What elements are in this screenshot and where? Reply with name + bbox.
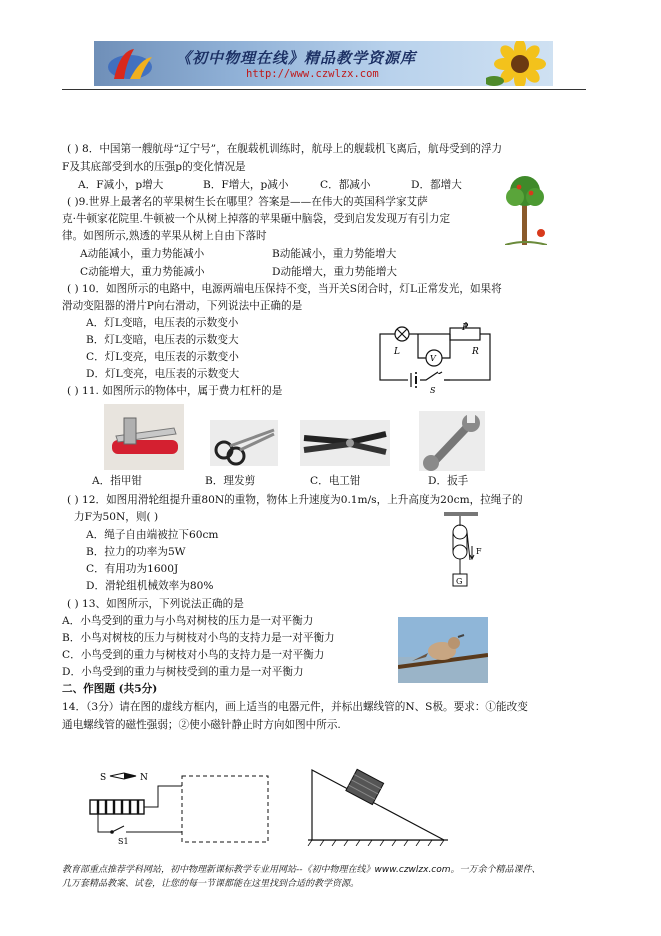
q10-option-d: D．灯L变亮，电压表的示数变大	[86, 368, 240, 380]
pliers-figure	[300, 420, 390, 466]
sunflower-icon	[486, 41, 553, 86]
q10-option-c: C．灯L变亮，电压表的示数变小	[86, 351, 239, 363]
apple-tree-figure	[505, 175, 547, 245]
compass-s-label: S	[100, 773, 107, 783]
q10-stem-line2: 滑动变阻器的滑片P向右滑动，下列说法中正确的是	[62, 300, 303, 312]
solenoid-figure	[84, 768, 276, 846]
q9-option-a: A动能减小，重力势能减小	[80, 248, 205, 260]
q9-stem-line2: 克·牛顿家花院里.牛顿被一个从树上掉落的苹果砸中脑袋，受到启发发现万有引力定	[62, 213, 451, 225]
force-label: F	[476, 547, 482, 556]
q9-option-c: C动能增大，重力势能减小	[80, 266, 205, 278]
q13-option-a: A．小鸟受到的重力与小鸟对树枝的压力是一对平衡力	[62, 615, 314, 627]
compass-n-label: N	[140, 773, 148, 783]
footer-line2: 几万套精品教案、试卷，让您的每一节课都能在这里找到合适的教学资源。	[62, 879, 360, 889]
site-logo	[100, 45, 170, 83]
q12-option-c: C．有用功为1600J	[86, 563, 179, 575]
q8-option-c: C．都减小	[320, 179, 371, 191]
q11-caption-a: A．指甲钳	[92, 475, 143, 487]
q9-stem-line3: 律。如图所示,熟透的苹果从树上自由下落时	[62, 230, 267, 242]
q10-stem-line1: ( ) 10．如图所示的电路中，电源两端电压保持不变，当开关S闭合时，灯L正常发光，如果将	[67, 283, 502, 295]
q12-stem-line2: 力F为50N，则( )	[74, 511, 159, 523]
nail-clipper-figure	[104, 404, 184, 470]
q13-stem: ( ) 13、如图所示，下列说法正确的是	[67, 598, 244, 610]
q12-stem-line1: ( ) 12．如图用滑轮组提升重80N的重物，物体上升速度为0.1m/s，上升高度为20cm，拉绳子的	[67, 494, 523, 506]
q13-option-c: C．小鸟受到的重力与树枝对小鸟的支持力是一对平衡力	[62, 649, 325, 661]
q9-option-d: D动能增大，重力势能增大	[272, 266, 398, 278]
wrench-figure	[419, 411, 485, 471]
slider-label: P	[462, 323, 469, 333]
q8-option-b: B．F增大，p减小	[203, 179, 289, 191]
weight-label: G	[456, 577, 463, 586]
q8-stem-line1: ( ) 8．中国第一艘航母“辽宁号”，在舰载机训练时，航母上的舰载机飞离后，航母受到的浮力	[67, 143, 503, 155]
q8-option-a: A．F减小，p增大	[78, 179, 164, 191]
q11-caption-c: C．电工钳	[310, 475, 361, 487]
incline-block-figure	[302, 760, 452, 846]
q8-option-d: D．都增大	[411, 179, 462, 191]
q11-caption-b: B．理发剪	[205, 475, 256, 487]
circuit-diagram	[368, 322, 498, 394]
q12-option-b: B．拉力的功率为5W	[86, 546, 186, 558]
q12-option-d: D．滑轮组机械效率为80%	[86, 580, 214, 592]
switch-s1-label: S1	[118, 837, 129, 846]
switch-label: S	[430, 386, 436, 394]
voltmeter-label: V	[430, 354, 436, 363]
q8-stem-line2: F及其底部受到水的压强p的变化情况是	[62, 161, 246, 173]
q11-stem: ( ) 11. 如图所示的物体中，属于费力杠杆的是	[67, 385, 283, 397]
lamp-label: L	[394, 347, 400, 357]
scissors-figure	[210, 420, 278, 466]
q10-option-a: A．灯L变暗，电压表的示数变小	[86, 317, 239, 329]
section-2-title: 二、作图题 (共5分)	[62, 683, 158, 695]
q11-caption-d: D．扳手	[428, 475, 469, 487]
q14-stem-line2: 通电螺线管的磁性强弱；②使小磁针静止时方向如图中所示.	[62, 719, 341, 731]
banner-title: 《初中物理在线》精品教学资源库	[176, 49, 417, 67]
q14-stem-line1: 14．（3分）请在图的虚线方框内，画上适当的电器元件，并标出螺线管的N、S极。要求：①能改变	[62, 701, 528, 713]
pulley-system-figure	[440, 512, 484, 592]
q9-stem-line1: ( )9.世界上最著名的苹果树生长在哪里？答案是——在伟大的英国科学家艾萨	[67, 196, 428, 208]
q10-option-b: B．灯L变暗，电压表的示数变大	[86, 334, 239, 346]
banner-url: http://www.czwlzx.com	[246, 68, 379, 80]
bird-on-branch-figure	[398, 617, 488, 683]
q12-option-a: A．绳子自由端被拉下60cm	[86, 529, 219, 541]
q13-option-d: D．小鸟受到的重力与树枝受到的重力是一对平衡力	[62, 666, 304, 678]
footer-line1: 教育部重点推荐学科网站，初中物理新课标教学专业用网站--《初中物理在线》www.czwlzx.com。一万余个精品课件、	[62, 865, 541, 875]
q13-option-b: B．小鸟对树枝的压力与树枝对小鸟的支持力是一对平衡力	[62, 632, 335, 644]
q9-option-b: B动能减小，重力势能增大	[272, 248, 397, 260]
header-banner	[94, 41, 553, 86]
resistor-label: R	[472, 347, 479, 357]
header-rule	[62, 89, 586, 90]
